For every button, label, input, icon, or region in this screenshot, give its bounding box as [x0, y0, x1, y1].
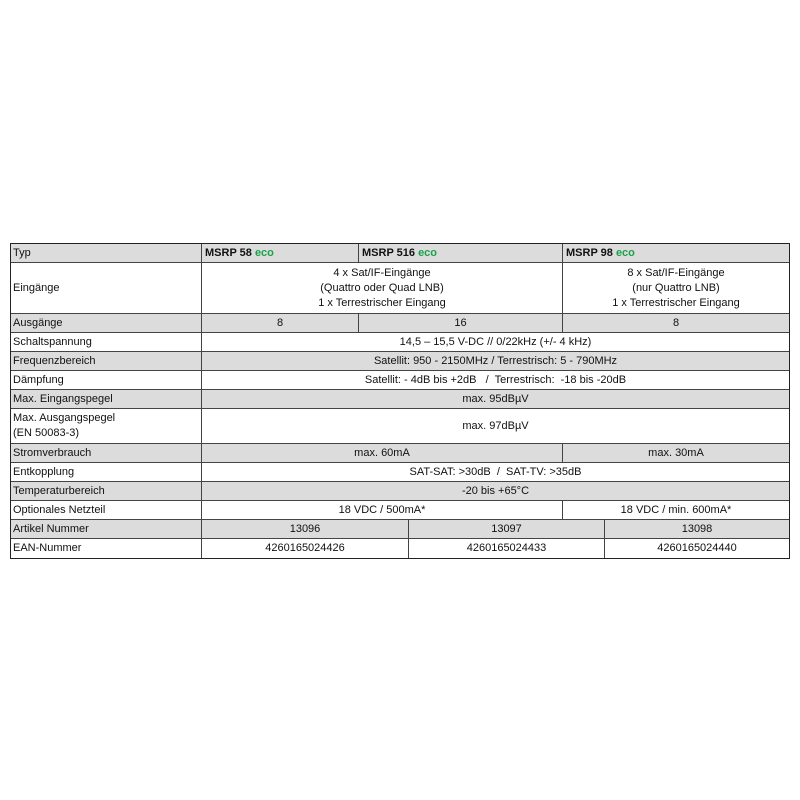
value-frequenzbereich: Satellit: 950 - 2150MHz / Terrestrisch: 5 - 790MHz: [202, 352, 789, 370]
eingaenge-group2-text: 8 x Sat/IF-Eingänge (nur Quattro LNB) 1 x Terrestrischer Eingang: [612, 266, 740, 309]
value-ean-2: 4260165024433: [409, 539, 605, 558]
label-daempfung: Dämpfung: [11, 371, 202, 389]
value-ausgaenge-3: 8: [563, 314, 789, 332]
label-temperaturbereich: Temperaturbereich: [11, 482, 202, 500]
value-netzteil-2: 18 VDC / min. 600mA*: [620, 503, 732, 516]
label-ausgaenge: Ausgänge: [11, 314, 202, 332]
model-1-suffix: eco: [254, 246, 274, 259]
value-max-ausgangspegel: max. 97dBµV: [462, 419, 529, 432]
row-netzteil: [11, 501, 789, 520]
model-2-name: MSRP 516: [362, 246, 415, 259]
label-schaltspannung: Schaltspannung: [11, 333, 202, 351]
value-netzteil-1: 18 VDC / 500mA*: [202, 501, 563, 519]
label-ean: EAN-Nummer: [11, 539, 202, 558]
row-schaltspannung: [11, 333, 789, 352]
value-max-eingangspegel: max. 95dBµV: [202, 390, 789, 408]
value-daempfung: Satellit: - 4dB bis +2dB / Terrestrisch: -18 bis -20dB: [364, 373, 627, 386]
row-eingaenge: [11, 263, 789, 314]
value-artikel-1: 13096: [202, 520, 409, 538]
value-entkopplung: SAT-SAT: >30dB / SAT-TV: >35dB: [409, 465, 582, 478]
row-entkopplung: [11, 463, 789, 482]
row-max-eingangspegel: [11, 390, 789, 409]
value-stromverbrauch-1: max. 60mA: [202, 444, 563, 462]
label-artikel: Artikel Nummer: [11, 520, 202, 538]
header-model-1: [202, 244, 359, 262]
label-entkopplung: Entkopplung: [11, 463, 202, 481]
row-ean: [11, 539, 789, 558]
model-3-name: MSRP 98: [566, 246, 613, 259]
value-artikel-2: 13097: [409, 520, 605, 538]
row-stromverbrauch: [11, 444, 789, 463]
model-1-name: MSRP 58: [205, 246, 252, 259]
label-max-eingangspegel: Max. Eingangspegel: [11, 390, 202, 408]
model-2-suffix: eco: [418, 246, 438, 259]
label-typ: Typ: [11, 244, 202, 262]
value-artikel-3: 13098: [605, 520, 789, 538]
label-eingaenge: Eingänge: [11, 263, 202, 313]
row-typ: [11, 244, 789, 263]
header-model-3: [563, 244, 789, 262]
spec-table: [10, 243, 790, 559]
value-temperaturbereich: -20 bis +65°C: [202, 482, 789, 500]
value-schaltspannung: 14,5 – 15,5 V-DC // 0/22kHz (+/- 4 kHz): [399, 335, 592, 348]
label-max-ausgangspegel: [11, 409, 202, 443]
row-max-ausgangspegel: [11, 409, 789, 444]
row-temperaturbereich: [11, 482, 789, 501]
row-daempfung: [11, 371, 789, 390]
value-ausgaenge-2: 16: [359, 314, 563, 332]
value-ausgaenge-1: 8: [202, 314, 359, 332]
max-ausgangspegel-label-text: Max. Ausgangspegel (EN 50083-3): [13, 412, 116, 439]
label-frequenzbereich: Frequenzbereich: [11, 352, 202, 370]
eingaenge-group1-text: 4 x Sat/IF-Eingänge (Quattro oder Quad LNB) 1 x Terrestrischer Eingang: [318, 266, 446, 309]
value-eingaenge-group2: [563, 263, 789, 313]
value-stromverbrauch-2: max. 30mA: [563, 444, 789, 462]
value-eingaenge-group1: [202, 263, 563, 313]
row-artikel: [11, 520, 789, 539]
label-netzteil: Optionales Netzteil: [11, 501, 202, 519]
row-ausgaenge: [11, 314, 789, 333]
value-ean-1: 4260165024426: [202, 539, 409, 558]
value-ean-3: 4260165024440: [657, 542, 737, 554]
header-model-2: [359, 244, 563, 262]
model-3-suffix: eco: [615, 246, 635, 259]
label-stromverbrauch: Stromverbrauch: [11, 444, 202, 462]
row-frequenzbereich: [11, 352, 789, 371]
